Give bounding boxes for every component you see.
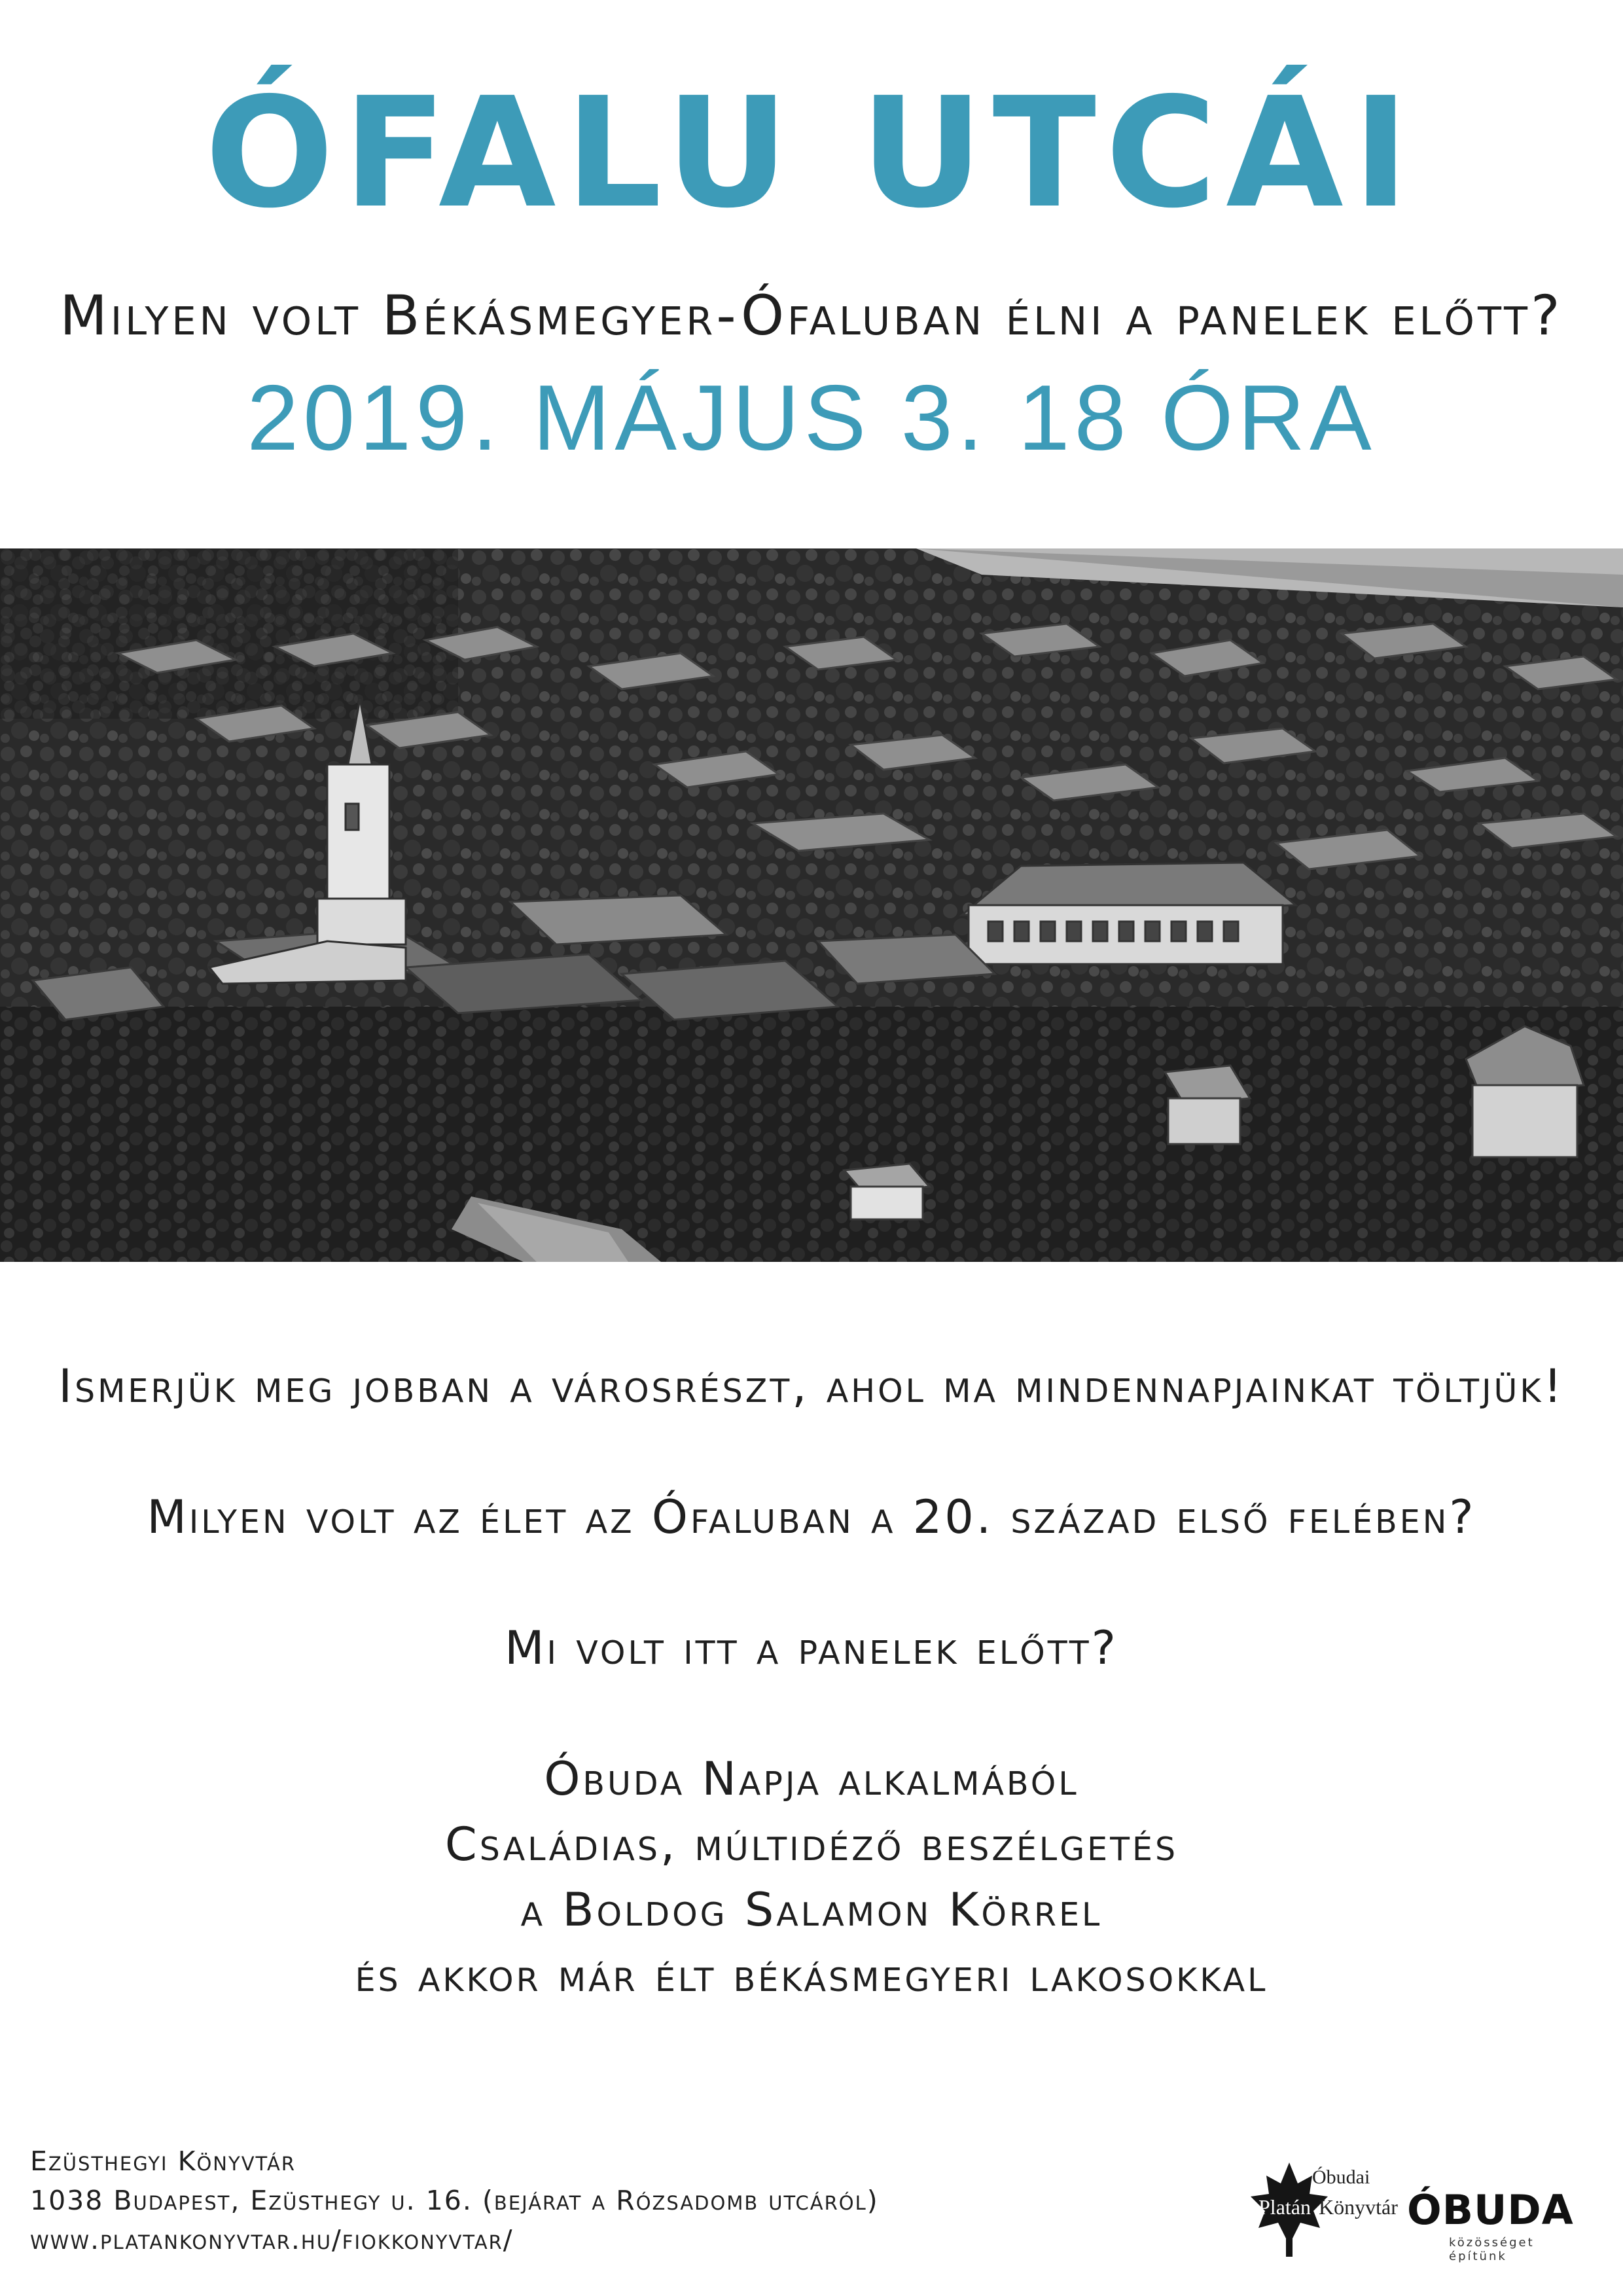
library-url[interactable]: www.platankonyvtar.hu/fiokkonyvtar/ (30, 2224, 514, 2255)
body-line-3: Mi volt itt a panelek előtt? (505, 1621, 1118, 1675)
library-address: 1038 Budapest, Ezüsthegy u. 16. (bejárat a Rózsadomb utcáról) (30, 2185, 879, 2216)
event-date: 2019. MÁJUS 3. 18 ÓRA (247, 366, 1376, 470)
poster-subtitle: Milyen volt Békásmegyer-Ófaluban élni a panelek előtt? (60, 283, 1563, 348)
library-name: Ezüsthegyi Könyvtár (30, 2145, 296, 2177)
platan-logo-word1: Platán (1258, 2195, 1311, 2219)
obuda-logo-name: ÓBUDA (1407, 2186, 1574, 2234)
body-line-5: Családias, múltidéző beszélgetés (444, 1818, 1179, 1871)
platan-logo-word2: Könyvtár (1319, 2195, 1398, 2219)
village-photo (0, 548, 1623, 1262)
body-line-2: Milyen volt az élet az Ófaluban a 20. század első felében? (147, 1490, 1476, 1544)
body-line-6: a Boldog Salamon Körrel (520, 1883, 1103, 1937)
platan-logo-line1: Óbudai (1312, 2166, 1370, 2188)
poster-title: ÓFALU UTCÁI (204, 65, 1419, 242)
platan-library-logo (1247, 2160, 1400, 2258)
body-line-4: Óbuda Napja alkalmából (544, 1752, 1079, 1806)
body-line-7: és akkor már élt békásmegyeri lakosokkal (355, 1948, 1268, 2002)
obuda-logo (1407, 2186, 1574, 2263)
body-line-1: Ismerjük meg jobban a városrészt, ahol ma mindennapjainkat töltjük! (58, 1359, 1565, 1413)
obuda-logo-tagline: közösséget építünk (1449, 2236, 1535, 2263)
